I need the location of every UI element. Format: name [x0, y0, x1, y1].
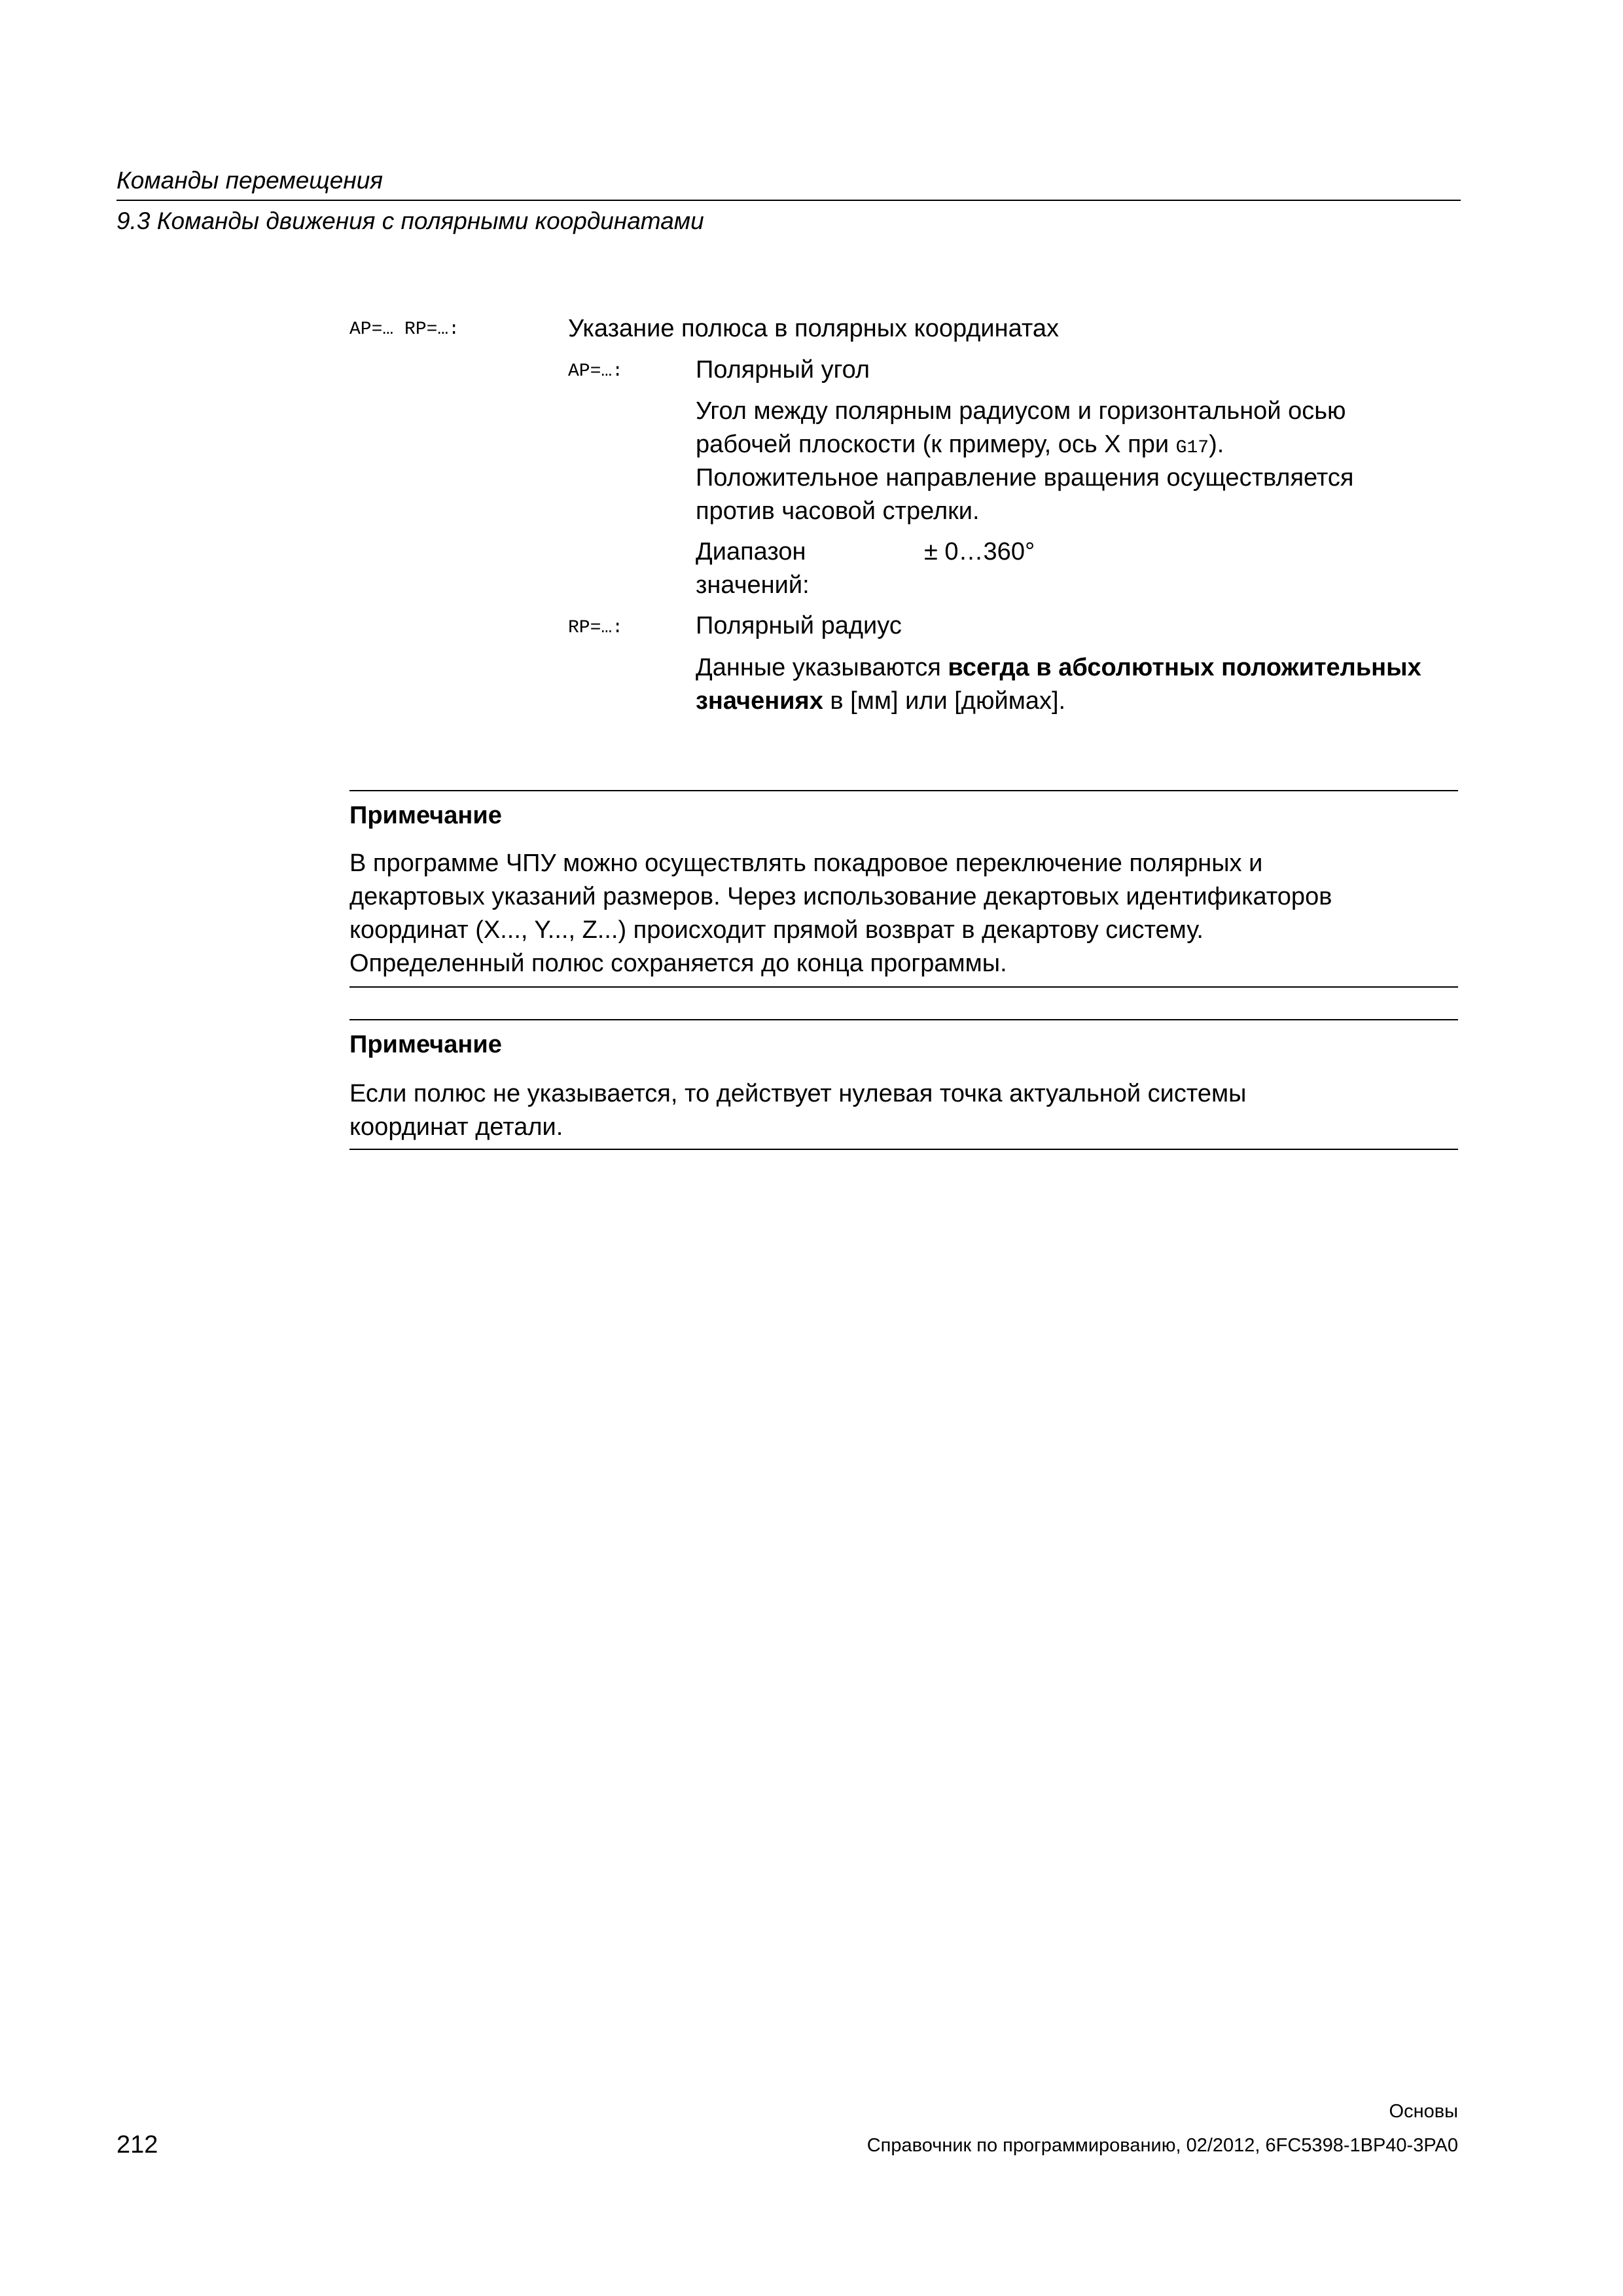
section-title: 9.3 Команды движения с полярными координатами	[116, 207, 704, 234]
note-1-title: Примечание	[349, 802, 502, 829]
note-1-top-rule	[349, 790, 1458, 791]
ap-description-line-1: Угол между полярным радиусом и горизонтальной осью	[696, 397, 1346, 425]
chapter-title: Команды перемещения	[116, 167, 383, 194]
note-1-bottom-rule	[349, 986, 1458, 988]
rp-description-line-1: Данные указываются всегда в абсолютных положительных	[696, 654, 1421, 681]
g17-code: G17	[1175, 438, 1209, 458]
note-1-line-1: В программе ЧПУ можно осуществлять покадровое переключение полярных и	[349, 850, 1263, 877]
footer-book-title: Основы	[1389, 2101, 1458, 2122]
page-number: 212	[116, 2131, 158, 2159]
pole-description: Указание полюса в полярных координатах	[568, 315, 1060, 342]
note-1-line-4: Определенный полюс сохраняется до конца программы.	[349, 950, 1007, 977]
ap-title: Полярный угол	[696, 356, 870, 384]
note-2-line-1: Если полюс не указывается, то действует нулевая точка актуальной системы	[349, 1080, 1247, 1107]
rp-code: RP=…:	[568, 618, 624, 638]
pole-code: AP=… RP=…:	[349, 319, 460, 340]
rp-title: Полярный радиус	[696, 612, 902, 639]
ap-description-line-4: против часовой стрелки.	[696, 497, 980, 525]
ap-code: AP=…:	[568, 361, 624, 382]
note-2-line-2: координат детали.	[349, 1113, 563, 1141]
rp-description-line-2: значениях в [мм] или [дюймах].	[696, 687, 1066, 715]
ap-description-line-3: Положительное направление вращения осуществляется	[696, 464, 1354, 492]
ap-description-line-2: рабочей плоскости (к примеру, ось X при G17).	[696, 431, 1224, 458]
header-divider	[116, 200, 1461, 201]
footer-document-info: Справочник по программированию, 02/2012, 6FC5398-1BP40-3PA0	[866, 2135, 1458, 2156]
note-1-line-2: декартовых указаний размеров. Через использование декартовых идентификаторов	[349, 883, 1332, 910]
range-label-line-2: значений:	[696, 571, 810, 599]
note-2-title: Примечание	[349, 1031, 502, 1058]
note-2-top-rule	[349, 1019, 1458, 1020]
note-2-bottom-rule	[349, 1149, 1458, 1150]
range-label-line-1: Диапазон	[696, 538, 806, 565]
range-value: ± 0…360°	[924, 538, 1035, 565]
note-1-line-3: координат (X..., Y..., Z...) происходит прямой возврат в декартову систему.	[349, 916, 1204, 944]
